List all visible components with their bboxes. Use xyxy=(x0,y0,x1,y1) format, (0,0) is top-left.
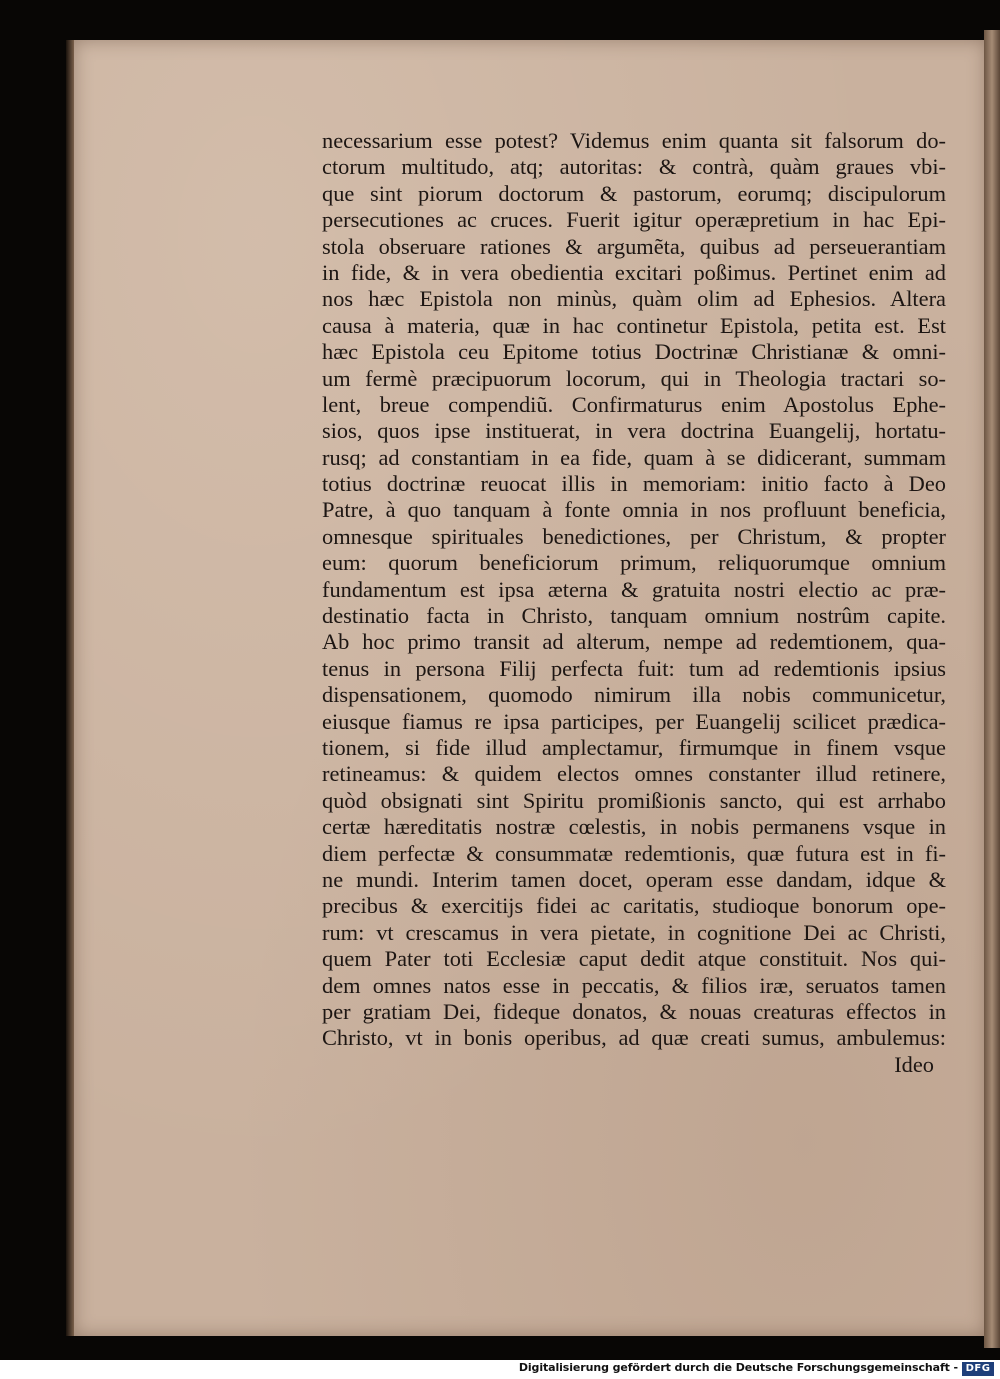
text-line: eiusque fiamus re ipsa participes, per Euangelij scilicet prædica- xyxy=(322,708,946,734)
text-line: persecutiones ac cruces. Fuerit igitur operæpretium in hac Epi- xyxy=(322,207,946,233)
text-line: sios, quos ipse instituerat, in vera doctrina Euangelij, hortatu- xyxy=(322,418,946,444)
text-line: rusq; ad constantiam in ea fide, quam à se didicerant, summam xyxy=(322,444,946,470)
text-line: dem omnes natos esse in peccatis, & filios iræ, seruatos tamen xyxy=(322,972,946,998)
text-line: que sint piorum doctorum & pastorum, eorumq; discipulorum xyxy=(322,180,946,206)
text-line: ne mundi. Interim tamen docet, operam esse dandam, idque & xyxy=(322,866,946,892)
text-line: precibus & exercitijs fidei ac caritatis, studioque bonorum ope- xyxy=(322,893,946,919)
text-line: rum: vt crescamus in vera pietate, in cognitione Dei ac Christi, xyxy=(322,919,946,945)
text-line: in fide, & in vera obedientia excitari poßimus. Pertinet enim ad xyxy=(322,259,946,285)
page-text-block xyxy=(322,128,946,1078)
text-line: omnesque spirituales benedictiones, per Christum, & propter xyxy=(322,523,946,549)
footer-bar xyxy=(0,1360,1000,1379)
dfg-logo: DFG xyxy=(962,1362,994,1376)
text-line: causa à materia, quæ in hac continetur Epistola, petita est. Est xyxy=(322,312,946,338)
text-line: destinatio facta in Christo, tanquam omnium nostrûm capite. xyxy=(322,603,946,629)
text-line: lent, breue compendiũ. Confirmaturus enim Apostolus Ephe- xyxy=(322,391,946,417)
text-line: Patre, à quo tanquam à fonte omnia in nos profluunt beneficia, xyxy=(322,497,946,523)
text-line: retineamus: & quidem electos omnes constanter illud retinere, xyxy=(322,761,946,787)
text-line: um fermè præcipuorum locorum, qui in Theologia tractari so- xyxy=(322,365,946,391)
funding-credit: Digitalisierung gefördert durch die Deutsche Forschungsgemeinschaft - xyxy=(518,1361,958,1374)
text-line: quem Pater toti Ecclesiæ caput dedit atque constituit. Nos qui- xyxy=(322,946,946,972)
text-line: Christo, vt in bonis operibus, ad quæ creati sumus, ambulemus: xyxy=(322,1025,946,1051)
text-line: ctorum multitudo, atq; autoritas: & contrà, quàm graues vbi- xyxy=(322,154,946,180)
text-line: quòd obsignati sint Spiritu promißionis sancto, qui est arrhabo xyxy=(322,787,946,813)
text-line: stola obseruare rationes & argumẽta, quibus ad perseuerantiam xyxy=(322,233,946,259)
text-line: totius doctrinæ reuocat illis in memoriam: initio facto à Deo xyxy=(322,471,946,497)
text-line: per gratiam Dei, fideque donatos, & nouas creaturas effectos in xyxy=(322,998,946,1024)
text-line: dispensationem, quomodo nimirum illa nobis communicetur, xyxy=(322,682,946,708)
text-line: nos hæc Epistola non minùs, quàm olim ad Ephesios. Altera xyxy=(322,286,946,312)
text-line: tenus in persona Filij perfecta fuit: tum ad redemtionis ipsius xyxy=(322,655,946,681)
text-line: hæc Epistola ceu Epitome totius Doctrinæ Christianæ & omni- xyxy=(322,339,946,365)
text-line: eum: quorum beneficiorum primum, reliquorumque omnium xyxy=(322,550,946,576)
text-line: diem perfectæ & consummatæ redemtionis, quæ futura est in fi- xyxy=(322,840,946,866)
text-line: certæ hæreditatis nostræ cœlestis, in nobis permanens vsque in xyxy=(322,814,946,840)
book-gutter-shadow xyxy=(66,40,74,1336)
catchword: Ideo xyxy=(894,1051,934,1077)
page-fore-edge xyxy=(984,30,1000,1348)
text-line: necessarium esse potest? Videmus enim quanta sit falsorum do- xyxy=(322,128,946,153)
text-line: fundamentum est ipsa æterna & gratuita nostri electio ac præ- xyxy=(322,576,946,602)
text-line: Ab hoc primo transit ad alterum, nempe ad redemtionem, qua- xyxy=(322,629,946,655)
text-line: tionem, si fide illud amplectamur, firmumque in finem vsque xyxy=(322,734,946,760)
